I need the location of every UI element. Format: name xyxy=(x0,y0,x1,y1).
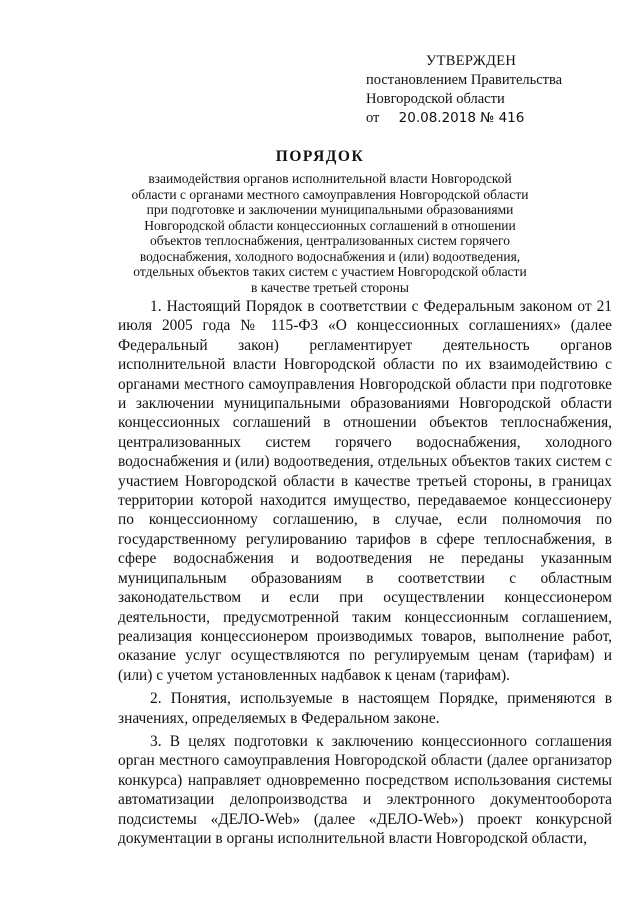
approval-date-prefix: от xyxy=(366,110,380,126)
approval-date-value: 20.08.2018 № 416 xyxy=(398,110,525,126)
paragraph-1: 1. Настоящий Порядок в соответствии с Федеральным законом от 21 июля 2005 года № 115-ФЗ «О концессионных соглашениях» (далее Федеральный закон) регламентирует деятельность органов исполнительной власти Новгородской области по их взаимодействию с органами местного самоуправления Новгородской области при подготовке и заключении муниципальными образованиями Новгородской области концессионных соглашений в отношении объектов теплоснабжения, централизованных систем горячего водоснабжения, холодного водоснабжения и (или) водоотведения, отдельных объектов таких систем с участием Новгородской области в качестве третьей стороны, в границах территории которой находится имущество, передаваемое концессионеру по концессионному соглашению, в случае, если полномочия по государственному регулированию тарифов в сфере теплоснабжения, в сфере водоснабжения и водоотведения не переданы указанным муниципальным образованиям в соответствии с областным законодательством и если при осуществлении концессионером деятельности, предусмотренной таким концессионным соглашением, реализация концессионером производимых товаров, выполнение работ, оказание услуг осуществляются по регулируемым ценам (тарифам) и (или) с учетом установленных надбавок к ценам (тарифам). xyxy=(118,298,612,684)
document-body xyxy=(118,297,612,848)
paragraph-3: 3. В целях подготовки к заключению концессионного соглашения орган местного самоуправления Новгородской области (далее организатор конкурса) направляет одновременно посредством использования системы автоматизации делопроизводства и электронного документооборота подсистемы «ДЕЛО-Web» (далее «ДЕЛО-Web») проект конкурсной документации в органы исполнительной власти Новгородской области, xyxy=(118,732,612,847)
approval-line-2: Новгородской области xyxy=(366,91,505,107)
paragraph-2: 2. Понятия, используемые в настоящем Порядке, применяются в значениях, определяемых в Федеральном законе. xyxy=(118,690,612,727)
approval-stamp xyxy=(366,52,562,128)
document-subtitle: взаимодействия органов исполнительной власти Новгородской области с органами местного самоуправления Новгородской области при подготовке и заключении муниципальными образованиями Новгородской области концессионных соглашений в отношении объектов теплоснабжения, централизованных систем горячего водоснабжения, холодного водоснабжения и (или) водоотведения, отдельных объектов таких систем с участием Новгородской области в качестве третьей стороны xyxy=(131,171,529,295)
approval-title: УТВЕРЖДЕН xyxy=(426,53,517,69)
approval-line-1: постановлением Правительства xyxy=(366,72,563,88)
approval-date-line xyxy=(366,109,562,128)
document-title: ПОРЯДОК xyxy=(275,148,365,165)
